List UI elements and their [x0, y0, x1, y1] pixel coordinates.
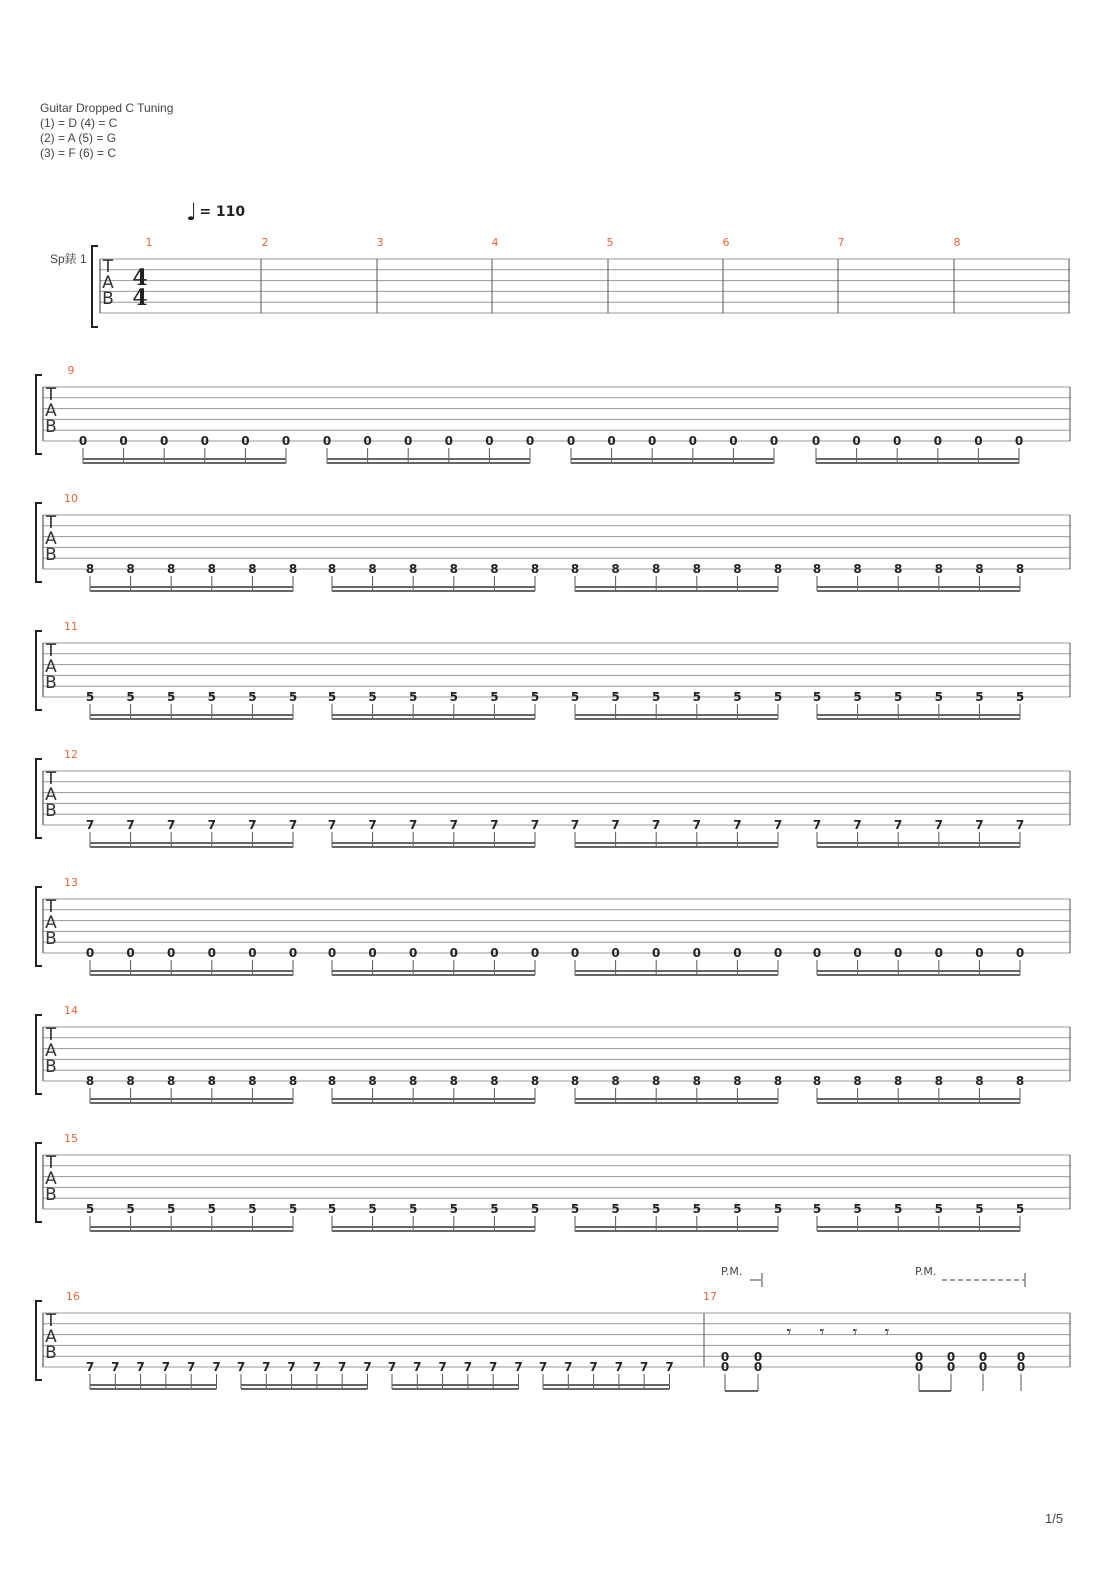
- fret-number: 0: [975, 946, 984, 960]
- fret-number: 5: [167, 690, 176, 704]
- fret-number: 0: [409, 946, 418, 960]
- fret-number: 5: [288, 1202, 298, 1216]
- measure-number: 2: [261, 236, 269, 249]
- fret-number: 5: [207, 1202, 216, 1216]
- tab-letter-b: B: [45, 417, 57, 437]
- fret-number: 0: [607, 434, 616, 448]
- fret-number: 7: [538, 1360, 548, 1374]
- tempo-value: = 110: [199, 204, 246, 220]
- fret-number: 5: [85, 690, 95, 704]
- measure-number: 13: [64, 876, 78, 889]
- track-name: Sp錶 1: [50, 252, 87, 266]
- fret-number: 8: [733, 562, 742, 576]
- fret-number: 5: [288, 690, 298, 704]
- fret-number: 8: [207, 1074, 216, 1088]
- fret-number: 8: [85, 562, 95, 576]
- measure-number: 8: [953, 236, 961, 249]
- fret-number: 8: [167, 1074, 176, 1088]
- system-bracket: [36, 887, 42, 966]
- measure-number: 10: [64, 492, 78, 505]
- fret-number: 0: [688, 434, 697, 448]
- fret-number: 0: [485, 434, 494, 448]
- fret-number: 5: [368, 1202, 377, 1216]
- fret-number: 7: [530, 818, 540, 832]
- fret-number: 0: [720, 1360, 730, 1374]
- fret-number: 8: [248, 562, 257, 576]
- eighth-rest-icon: 𝄾: [884, 1322, 890, 1343]
- fret-number: 5: [733, 1202, 742, 1216]
- fret-number: 7: [262, 1360, 271, 1374]
- fret-number: 7: [934, 818, 943, 832]
- fret-number: 8: [85, 1074, 95, 1088]
- fret-number: 8: [288, 562, 298, 576]
- tab-letter-b: B: [45, 673, 57, 693]
- fret-number: 8: [327, 1074, 337, 1088]
- fret-number: 7: [287, 1360, 296, 1374]
- system-bracket: [36, 631, 42, 710]
- fret-number: 7: [85, 1360, 95, 1374]
- fret-number: 7: [652, 818, 661, 832]
- fret-number: 0: [946, 1360, 956, 1374]
- measure-number: 11: [64, 620, 78, 633]
- fret-number: 5: [733, 690, 742, 704]
- fret-number: 8: [853, 1074, 862, 1088]
- fret-number: 8: [733, 1074, 742, 1088]
- system-bracket: [36, 375, 42, 454]
- fret-number: 8: [934, 1074, 943, 1088]
- fret-number: 7: [894, 818, 903, 832]
- fret-number: 8: [652, 1074, 661, 1088]
- fret-number: 8: [975, 1074, 984, 1088]
- tab-letter-t: T: [45, 385, 57, 405]
- measure-number: 3: [376, 236, 384, 249]
- fret-number: 7: [514, 1360, 523, 1374]
- palm-mute-label: P.M.: [721, 1265, 743, 1278]
- system-bracket: [36, 503, 42, 582]
- measure-number: 15: [64, 1132, 78, 1145]
- fret-number: 5: [409, 690, 418, 704]
- measure-number: 14: [64, 1004, 78, 1017]
- fret-number: 0: [812, 946, 822, 960]
- fret-number: 0: [753, 1350, 763, 1364]
- fret-number: 7: [338, 1360, 347, 1374]
- fret-number: 5: [490, 690, 499, 704]
- fret-number: 5: [611, 1202, 620, 1216]
- fret-number: 5: [327, 690, 337, 704]
- fret-number: 8: [327, 562, 337, 576]
- system-bracket: [36, 1143, 42, 1222]
- tab-letter-b: B: [45, 545, 57, 565]
- fret-number: 7: [212, 1360, 221, 1374]
- page-number: 1/5: [1045, 1511, 1064, 1526]
- fret-number: 7: [363, 1360, 372, 1374]
- fret-number: 5: [692, 690, 701, 704]
- fret-number: 5: [853, 690, 862, 704]
- fret-number: 0: [368, 946, 377, 960]
- fret-number: 8: [652, 562, 661, 576]
- fret-number: 7: [589, 1360, 598, 1374]
- fret-number: 5: [812, 1202, 822, 1216]
- fret-number: 0: [720, 1350, 730, 1364]
- fret-number: 5: [248, 690, 257, 704]
- fret-number: 8: [368, 1074, 377, 1088]
- fret-number: 5: [449, 1202, 458, 1216]
- tab-letter-b: B: [45, 929, 57, 949]
- fret-number: 5: [490, 1202, 499, 1216]
- fret-number: 0: [449, 946, 458, 960]
- fret-number: 0: [322, 434, 332, 448]
- fret-number: 0: [933, 434, 942, 448]
- fret-number: 5: [812, 690, 822, 704]
- fret-number: 5: [934, 690, 943, 704]
- fret-number: 7: [975, 818, 984, 832]
- eighth-rest-icon: 𝄾: [819, 1322, 825, 1343]
- fret-number: 5: [934, 1202, 943, 1216]
- fret-number: 0: [974, 434, 983, 448]
- fret-number: 0: [811, 434, 821, 448]
- fret-number: 5: [853, 1202, 862, 1216]
- fret-number: 0: [914, 1350, 924, 1364]
- fret-number: 8: [490, 562, 499, 576]
- system-bracket: [36, 1301, 42, 1380]
- tab-letter-a: A: [45, 1041, 57, 1061]
- fret-number: 8: [570, 562, 580, 576]
- fret-number: 0: [652, 946, 661, 960]
- fret-number: 7: [327, 818, 337, 832]
- fret-number: 0: [160, 434, 169, 448]
- fret-number: 0: [648, 434, 657, 448]
- measure-number: 9: [67, 364, 75, 377]
- tab-letter-a: A: [45, 785, 57, 805]
- measure-number: 7: [837, 236, 845, 249]
- fret-number: 5: [975, 690, 984, 704]
- tab-letter-a: A: [45, 1327, 57, 1347]
- tab-letter-b: B: [45, 1343, 57, 1363]
- tuning-line-2: (2) = A (5) = G: [40, 131, 117, 145]
- fret-number: 5: [409, 1202, 418, 1216]
- fret-number: 0: [1016, 1360, 1026, 1374]
- fret-number: 7: [288, 818, 298, 832]
- system-bracket: [36, 759, 42, 838]
- fret-number: 8: [207, 562, 216, 576]
- fret-number: 8: [570, 1074, 580, 1088]
- fret-number: 0: [207, 946, 216, 960]
- time-sig-denominator: 4: [132, 285, 148, 311]
- quarter-note-icon: ♩: [186, 198, 198, 226]
- fret-number: 0: [1016, 1350, 1026, 1364]
- fret-number: 0: [248, 946, 257, 960]
- fret-number: 5: [207, 690, 216, 704]
- fret-number: 0: [525, 434, 535, 448]
- fret-number: 5: [570, 690, 580, 704]
- tab-letter-b: B: [102, 289, 114, 309]
- fret-number: 8: [530, 1074, 540, 1088]
- fret-number: 5: [1015, 1202, 1025, 1216]
- tuning-title: Guitar Dropped C Tuning: [40, 101, 174, 115]
- measure-number: 1: [145, 236, 153, 249]
- fret-number: 0: [444, 434, 453, 448]
- fret-number: 0: [490, 946, 499, 960]
- fret-number: 8: [692, 1074, 701, 1088]
- fret-number: 8: [812, 1074, 822, 1088]
- fret-number: 7: [236, 1360, 246, 1374]
- fret-number: 7: [85, 818, 95, 832]
- fret-number: 7: [167, 818, 176, 832]
- palm-mute-label: P.M.: [915, 1265, 937, 1278]
- fret-number: 7: [126, 818, 135, 832]
- fret-number: 0: [570, 946, 580, 960]
- fret-number: 7: [614, 1360, 624, 1374]
- fret-number: 8: [530, 562, 540, 576]
- fret-number: 7: [187, 1360, 196, 1374]
- fret-number: 7: [570, 818, 580, 832]
- fret-number: 7: [207, 818, 216, 832]
- measure-number: 16: [66, 1290, 80, 1303]
- fret-number: 7: [463, 1360, 473, 1374]
- fret-number: 8: [773, 1074, 783, 1088]
- tab-letter-t: T: [45, 769, 57, 789]
- fret-number: 7: [665, 1360, 674, 1374]
- tab-letter-b: B: [45, 1057, 57, 1077]
- fret-number: 8: [1015, 562, 1025, 576]
- fret-number: 5: [1015, 690, 1025, 704]
- fret-number: 8: [126, 562, 135, 576]
- fret-number: 0: [729, 434, 738, 448]
- fret-number: 8: [773, 562, 783, 576]
- measure-number: 6: [722, 236, 730, 249]
- fret-number: 8: [894, 562, 903, 576]
- fret-number: 0: [852, 434, 861, 448]
- fret-number: 8: [692, 562, 701, 576]
- measure-number: 17: [703, 1290, 717, 1303]
- fret-number: 7: [640, 1360, 649, 1374]
- fret-number: 5: [975, 1202, 984, 1216]
- fret-number: 7: [111, 1360, 120, 1374]
- tab-letter-b: B: [45, 801, 57, 821]
- tab-letter-t: T: [102, 257, 114, 277]
- fret-number: 5: [894, 1202, 903, 1216]
- fret-number: 7: [733, 818, 742, 832]
- tab-letter-a: A: [45, 913, 57, 933]
- fret-number: 7: [312, 1360, 322, 1374]
- tab-letter-b: B: [45, 1185, 57, 1205]
- tab-letter-a: A: [45, 1169, 57, 1189]
- fret-number: 7: [490, 818, 499, 832]
- fret-number: 8: [449, 1074, 458, 1088]
- fret-number: 8: [490, 1074, 499, 1088]
- tab-letter-t: T: [45, 1311, 57, 1331]
- fret-number: 5: [773, 690, 783, 704]
- fret-number: 0: [530, 946, 540, 960]
- system-bracket: [36, 1015, 42, 1094]
- fret-number: 0: [281, 434, 291, 448]
- tab-letter-t: T: [45, 641, 57, 661]
- tab-letter-t: T: [45, 1025, 57, 1045]
- fret-number: 8: [812, 562, 822, 576]
- fret-number: 8: [1015, 1074, 1025, 1088]
- fret-number: 8: [853, 562, 862, 576]
- fret-number: 7: [564, 1360, 573, 1374]
- fret-number: 5: [126, 1202, 135, 1216]
- fret-number: 0: [853, 946, 862, 960]
- fret-number: 7: [611, 818, 620, 832]
- fret-number: 0: [978, 1360, 988, 1374]
- fret-number: 5: [611, 690, 620, 704]
- fret-number: 0: [119, 434, 128, 448]
- fret-number: 0: [85, 946, 95, 960]
- fret-number: 8: [894, 1074, 903, 1088]
- fret-number: 0: [914, 1360, 924, 1374]
- fret-number: 5: [652, 690, 661, 704]
- fret-number: 5: [652, 1202, 661, 1216]
- fret-number: 0: [773, 946, 783, 960]
- fret-number: 8: [975, 562, 984, 576]
- fret-number: 0: [934, 946, 943, 960]
- fret-number: 5: [530, 690, 540, 704]
- tab-letter-t: T: [45, 897, 57, 917]
- fret-number: 5: [570, 1202, 580, 1216]
- fret-number: 0: [611, 946, 620, 960]
- tab-letter-a: A: [45, 529, 57, 549]
- fret-number: 5: [773, 1202, 783, 1216]
- fret-number: 0: [327, 946, 337, 960]
- fret-number: 7: [413, 1360, 422, 1374]
- fret-number: 7: [1015, 818, 1025, 832]
- system-bracket: [92, 246, 98, 327]
- fret-number: 0: [241, 434, 250, 448]
- fret-number: 0: [946, 1350, 956, 1364]
- fret-number: 7: [438, 1360, 447, 1374]
- fret-number: 8: [248, 1074, 257, 1088]
- fret-number: 5: [248, 1202, 257, 1216]
- tab-letter-t: T: [45, 1153, 57, 1173]
- fret-number: 8: [409, 1074, 418, 1088]
- fret-number: 5: [368, 690, 377, 704]
- fret-number: 0: [566, 434, 576, 448]
- eighth-rest-icon: 𝄾: [852, 1322, 858, 1343]
- fret-number: 8: [126, 1074, 135, 1088]
- tab-letter-t: T: [45, 513, 57, 533]
- fret-number: 8: [611, 1074, 620, 1088]
- fret-number: 7: [489, 1360, 498, 1374]
- fret-number: 0: [894, 946, 903, 960]
- eighth-rest-icon: 𝄾: [786, 1322, 792, 1343]
- tuning-line-1: (1) = D (4) = C: [40, 116, 118, 130]
- fret-number: 7: [387, 1360, 397, 1374]
- fret-number: 5: [692, 1202, 701, 1216]
- fret-number: 0: [893, 434, 902, 448]
- fret-number: 8: [449, 562, 458, 576]
- fret-number: 7: [812, 818, 822, 832]
- fret-number: 5: [449, 690, 458, 704]
- fret-number: 0: [692, 946, 701, 960]
- fret-number: 8: [611, 562, 620, 576]
- fret-number: 7: [248, 818, 257, 832]
- tab-letter-a: A: [45, 401, 57, 421]
- measure-number: 12: [64, 748, 78, 761]
- time-sig-numerator: 4: [132, 265, 148, 291]
- fret-number: 5: [327, 1202, 337, 1216]
- fret-number: 7: [773, 818, 783, 832]
- fret-number: 0: [978, 1350, 988, 1364]
- fret-number: 7: [449, 818, 458, 832]
- fret-number: 5: [894, 690, 903, 704]
- fret-number: 8: [409, 562, 418, 576]
- fret-number: 0: [78, 434, 88, 448]
- fret-number: 0: [167, 946, 176, 960]
- fret-number: 8: [167, 562, 176, 576]
- fret-number: 7: [409, 818, 418, 832]
- fret-number: 8: [368, 562, 377, 576]
- fret-number: 0: [1014, 434, 1024, 448]
- measure-number: 5: [606, 236, 614, 249]
- fret-number: 0: [126, 946, 135, 960]
- fret-number: 8: [934, 562, 943, 576]
- tab-letter-a: A: [102, 273, 114, 293]
- tab-letter-a: A: [45, 657, 57, 677]
- fret-number: 8: [288, 1074, 298, 1088]
- fret-number: 0: [733, 946, 742, 960]
- fret-number: 7: [853, 818, 862, 832]
- fret-number: 5: [85, 1202, 95, 1216]
- fret-number: 7: [692, 818, 701, 832]
- fret-number: 7: [136, 1360, 145, 1374]
- fret-number: 5: [530, 1202, 540, 1216]
- fret-number: 0: [769, 434, 779, 448]
- fret-number: 0: [753, 1360, 763, 1374]
- fret-number: 0: [1015, 946, 1025, 960]
- fret-number: 7: [161, 1360, 171, 1374]
- fret-number: 0: [363, 434, 372, 448]
- fret-number: 5: [126, 690, 135, 704]
- fret-number: 0: [404, 434, 413, 448]
- fret-number: 7: [368, 818, 377, 832]
- measure-number: 4: [491, 236, 499, 249]
- tuning-line-3: (3) = F (6) = C: [40, 146, 117, 160]
- fret-number: 5: [167, 1202, 176, 1216]
- fret-number: 0: [200, 434, 209, 448]
- fret-number: 0: [288, 946, 298, 960]
